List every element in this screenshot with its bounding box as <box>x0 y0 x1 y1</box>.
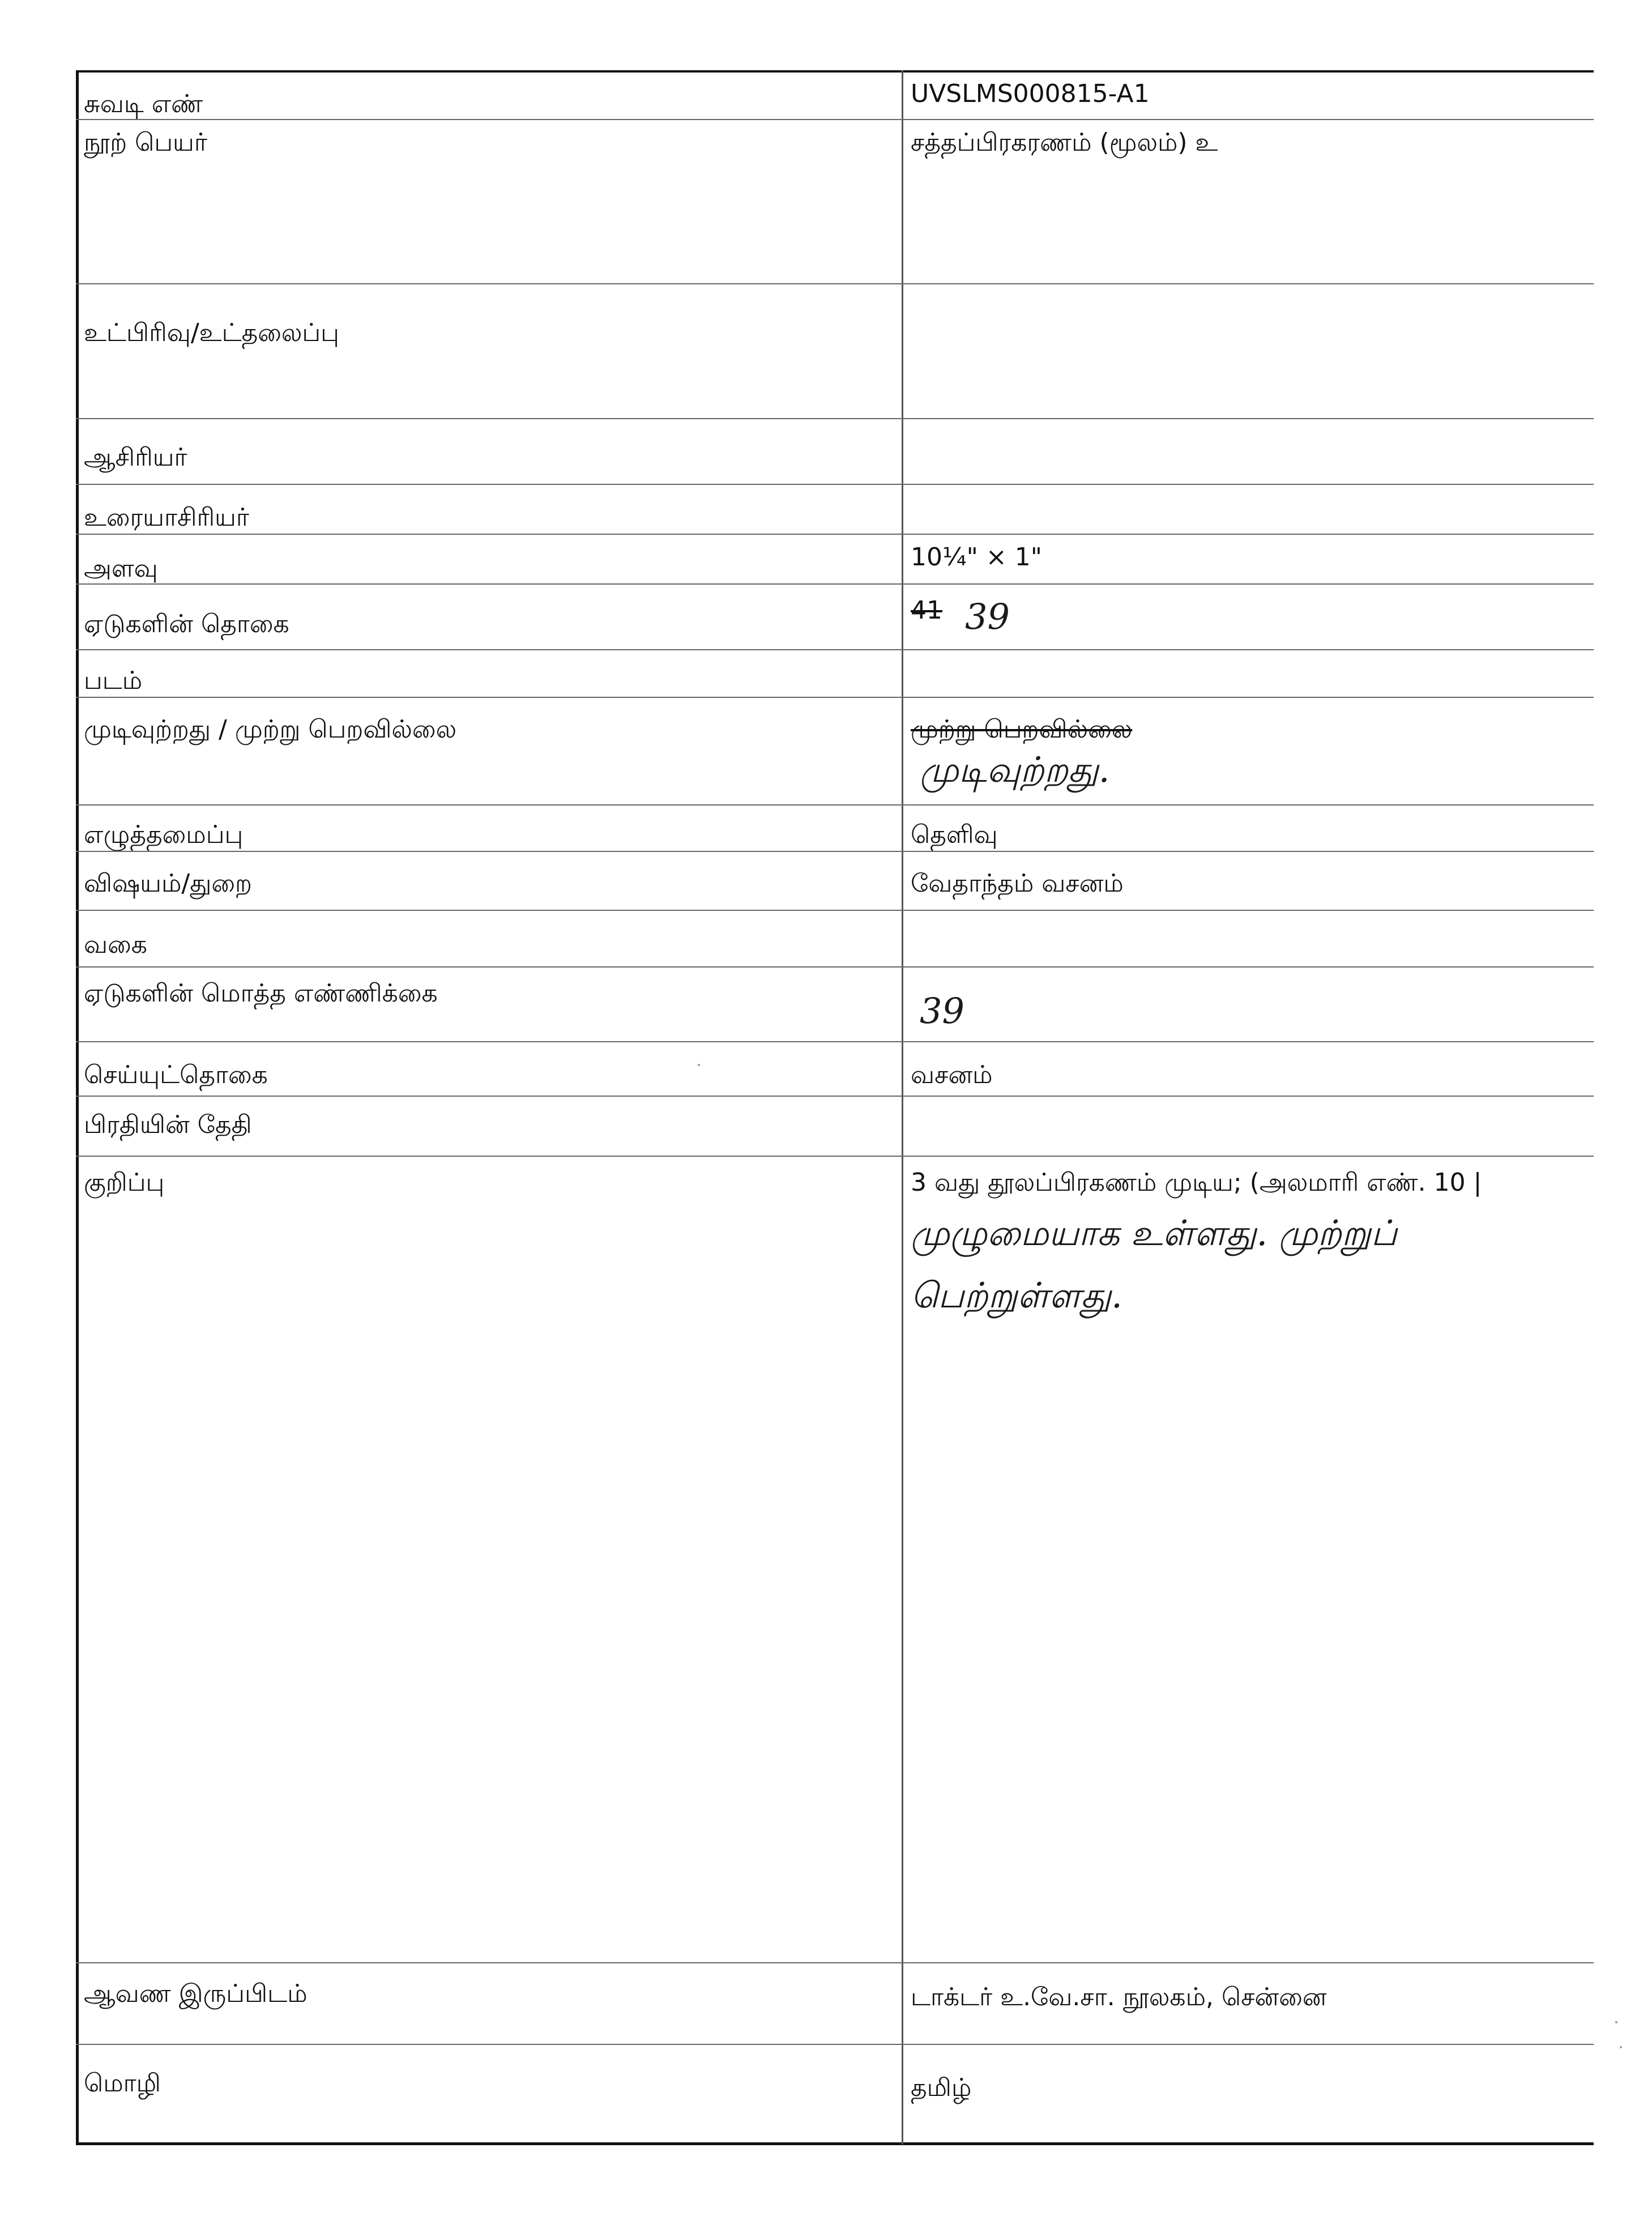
field-value: வசனம் <box>911 1060 993 1089</box>
row-subsection <box>76 284 1594 419</box>
field-label: எழுத்தமைப்பு <box>84 820 244 849</box>
row-type <box>76 911 1594 968</box>
handwritten-value: 39 <box>965 596 1010 637</box>
field-label: ஆசிரியர் <box>84 443 187 472</box>
struck-out-value: 41 <box>911 596 942 625</box>
handwritten-value: 39 <box>920 990 964 1032</box>
field-label: விஷயம்/துறை <box>84 869 252 898</box>
field-label: உட்பிரிவு/உட்தலைப்பு <box>84 318 339 347</box>
row-copy-date <box>76 1097 1594 1157</box>
field-label: ஏடுகளின் தொகை <box>84 610 289 638</box>
row-language <box>76 2045 1594 2142</box>
field-label: உரையாசிரியர் <box>84 503 249 532</box>
field-label: செய்யுட்தொகை <box>84 1060 268 1089</box>
field-label: முடிவுற்றது / முற்று பெறவில்லை <box>84 715 457 744</box>
field-label: நூற் பெயர் <box>84 128 207 157</box>
field-label: குறிப்பு <box>84 1168 165 1197</box>
field-label: மொழி <box>84 2069 161 2098</box>
field-label: படம் <box>84 666 143 695</box>
field-label: ஆவண இருப்பிடம் <box>84 1979 308 2008</box>
row-book-title <box>76 120 1594 284</box>
field-value: தெளிவு <box>911 820 998 849</box>
field-value: டாக்டர் உ.வே.சா. நூலகம், சென்னை <box>911 1983 1327 2012</box>
field-value: சத்தப்பிரகரணம் (மூலம்) உ <box>911 128 1218 157</box>
frame-bottom-border <box>76 2142 1594 2145</box>
row-verse-count <box>76 1042 1594 1097</box>
row-illustration <box>76 650 1594 698</box>
row-archive-location <box>76 1963 1594 2045</box>
row-size <box>76 535 1594 585</box>
scan-speck <box>1615 2021 1617 2023</box>
field-label: சுவடி எண் <box>84 90 203 118</box>
handwritten-note-line: பெற்றுள்ளது. <box>911 1275 1122 1316</box>
field-label: பிரதியின் தேதி <box>84 1110 252 1139</box>
row-commentator <box>76 485 1594 535</box>
field-label: அளவு <box>84 554 158 583</box>
handwritten-value: முடிவுற்றது. <box>920 749 1110 790</box>
field-value: 10¼" × 1" <box>911 543 1042 572</box>
row-leaf-count <box>76 585 1594 650</box>
row-author <box>76 419 1594 485</box>
struck-out-value: முற்று பெறவில்லை <box>911 715 1133 744</box>
row-subject <box>76 852 1594 911</box>
field-value: வேதாந்தம் வசனம் <box>911 869 1124 898</box>
row-manuscript-number <box>76 73 1594 120</box>
row-total-leaves <box>76 968 1594 1042</box>
field-value: UVSLMS000815-A1 <box>911 79 1150 108</box>
row-notes <box>76 1157 1594 1963</box>
row-completion-status <box>76 698 1594 806</box>
catalogue-record-sheet <box>76 70 1594 2145</box>
field-value: 3 வது தூலப்பிரகணம் முடிய; (அலமாரி எண். 10 | <box>911 1168 1482 1197</box>
scan-speck <box>1620 2046 1622 2048</box>
handwritten-note-line: முழுமையாக உள்ளது. முற்றுப் <box>911 1212 1397 1254</box>
field-label: ஏடுகளின் மொத்த எண்ணிக்கை <box>84 979 438 1008</box>
row-script-legibility <box>76 806 1594 852</box>
field-label: வகை <box>84 930 147 959</box>
field-value: தமிழ் <box>911 2073 972 2102</box>
